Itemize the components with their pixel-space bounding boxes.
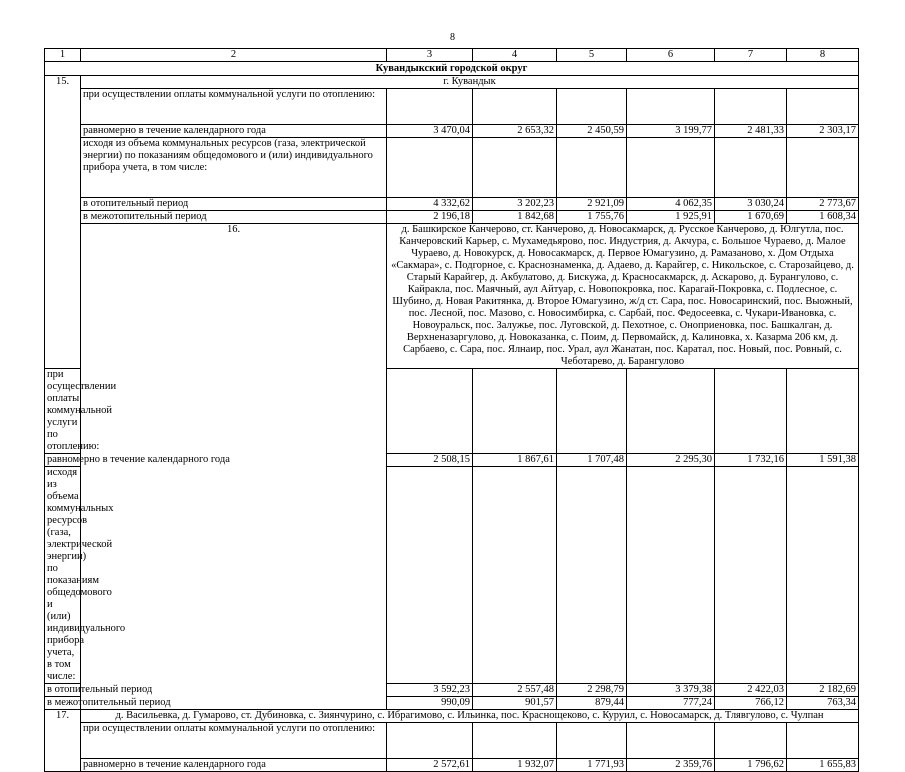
header-cell: 2 <box>81 49 387 62</box>
row-label: равномерно в течение календарного года <box>81 125 387 138</box>
value-cell: 766,12 <box>715 697 787 710</box>
row-label: равномерно в течение календарного года <box>45 454 81 467</box>
value-cell: 901,57 <box>473 697 557 710</box>
value-cell: 1 796,62 <box>715 759 787 772</box>
value-cell: 3 470,04 <box>387 125 473 138</box>
value-cell: 1 932,07 <box>473 759 557 772</box>
value-cell: 1 925,91 <box>627 211 715 224</box>
places-list: г. Кувандык <box>81 76 859 89</box>
header-cell: 5 <box>557 49 627 62</box>
table-row <box>45 759 859 772</box>
value-cell: 2 298,79 <box>557 684 627 697</box>
table-row <box>45 710 859 723</box>
header-row <box>45 49 859 62</box>
value-cell: 2 508,15 <box>387 454 473 467</box>
value-cell: 1 842,68 <box>473 211 557 224</box>
table-row <box>45 138 859 198</box>
value-cell: 3 030,24 <box>715 198 787 211</box>
value-cell: 3 199,77 <box>627 125 715 138</box>
row-label: при осуществлении оплаты коммунальной услуги по отоплению: <box>45 369 81 454</box>
header-cell: 8 <box>787 49 859 62</box>
value-cell: 2 572,61 <box>387 759 473 772</box>
value-cell: 3 379,38 <box>627 684 715 697</box>
table-row <box>45 198 859 211</box>
value-cell: 2 303,17 <box>787 125 859 138</box>
value-cell: 2 359,76 <box>627 759 715 772</box>
value-cell: 763,34 <box>787 697 859 710</box>
table-row <box>45 454 859 467</box>
row-number: 16. <box>81 224 387 710</box>
row-label: в межотопительный период <box>81 211 387 224</box>
header-cell: 3 <box>387 49 473 62</box>
value-cell: 2 557,48 <box>473 684 557 697</box>
value-cell: 3 202,23 <box>473 198 557 211</box>
header-cell: 6 <box>627 49 715 62</box>
table-row <box>45 697 859 710</box>
value-cell: 1 755,76 <box>557 211 627 224</box>
section-row <box>45 62 859 76</box>
value-cell: 1 732,16 <box>715 454 787 467</box>
value-cell: 2 481,33 <box>715 125 787 138</box>
row-number: 17. <box>45 710 81 772</box>
value-cell: 990,09 <box>387 697 473 710</box>
row-label: равномерно в течение календарного года <box>81 759 387 772</box>
value-cell: 777,24 <box>627 697 715 710</box>
value-cell: 2 295,30 <box>627 454 715 467</box>
value-cell: 4 062,35 <box>627 198 715 211</box>
value-cell: 1 771,93 <box>557 759 627 772</box>
value-cell: 1 655,83 <box>787 759 859 772</box>
header-cell: 7 <box>715 49 787 62</box>
value-cell: 4 332,62 <box>387 198 473 211</box>
row-label: в отопительный период <box>45 684 81 697</box>
row-label: в отопительный период <box>81 198 387 211</box>
table-row <box>45 211 859 224</box>
value-cell: 879,44 <box>557 697 627 710</box>
places-list: д. Башкирское Канчерово, ст. Канчерово, д. Новосакмарск, д. Русское Канчерово, д. Юлгутла, пос. Канчеровский Карьер, с. Мухамедьярово, пос. Индустрия, д. Акчура, с. Большое Чураево, д. Малое Чураево, д. Новокурск, д. Новосакмарск, д. Первое Юмагузино, д. Рамазаново, х. Дом Отдыха «Сакмара», с. Подгорное, с. Краснознаменка, д. Адаево, д. Карайгер, с. Никольское, с. Старозайцево, д. Старый Карайгер, д. Акбулатово, д. Бискужа, д. Красносакмарск, д. Аскарово, д. Бурангулово, с. Кайракла, пос. Маячный, аул Айтуар, с. Новопокровка, пос. Карагай-Покровка, с. Подлесное, с. Шубино, д. Новая Ракитянка, д. Второе Юмагузино, ж/д ст. Сара, пос. Новосаринский, пос. Выожный, пос. Лесной, пос. Мазово, с. Новосимбирка, с. Сарбай, пос. Федосеевка, с. Чукари-Ивановка, с. Новоуральск, пос. Залужье, пос. Луговской, д. Пехотное, с. Оноприеновка, пос. Башкалган, д. Верхненазаргулово, д. Новоказанка, с. Поим, д. Первомайск, д. Калиновка, х. Казарма 206 км, д. Сарбаево, с. Сара, пос. Ялнаир, пос. Урал, аул Жанатан, пос. Каратал, пос. Новый, пос. Ровный, с. Чеботарево, д. Барангулово <box>387 224 859 369</box>
value-cell: 1 608,34 <box>787 211 859 224</box>
value-cell: 2 182,69 <box>787 684 859 697</box>
row-label: при осуществлении оплаты коммунальной услуги по отоплению: <box>81 723 387 759</box>
row-label: исходя из объема коммунальных ресурсов (газа, электрической энергии) по показаниям общедомового и (или) индивидуального прибора учета, в том числе: <box>45 467 81 684</box>
row-label: исходя из объема коммунальных ресурсов (газа, электрической энергии) по показаниям общедомового и (или) индивидуального прибора учета, в том числе: <box>81 138 387 198</box>
tariff-table <box>44 48 859 772</box>
value-cell: 2 196,18 <box>387 211 473 224</box>
page-number: 8 <box>450 32 455 43</box>
value-cell: 1 670,69 <box>715 211 787 224</box>
value-cell: 2 921,09 <box>557 198 627 211</box>
value-cell: 2 773,67 <box>787 198 859 211</box>
value-cell: 1 591,38 <box>787 454 859 467</box>
value-cell: 1 867,61 <box>473 454 557 467</box>
places-list: д. Васильевка, д. Гумарово, ст. Дубиновка, с. Зиянчурино, с. Ибрагимово, с. Ильинка, пос. Краснощеково, с. Куруил, с. Новосамарск, д. Тлявгулово, с. Чулпан <box>81 710 859 723</box>
row-label: в межотопительный период <box>45 697 81 710</box>
table-row <box>45 76 859 89</box>
header-cell: 1 <box>45 49 81 62</box>
table-row <box>45 723 859 759</box>
value-cell: 2 450,59 <box>557 125 627 138</box>
table-row <box>45 89 859 125</box>
row-number: 15. <box>45 76 81 369</box>
value-cell: 2 653,32 <box>473 125 557 138</box>
value-cell: 2 422,03 <box>715 684 787 697</box>
value-cell: 3 592,23 <box>387 684 473 697</box>
header-cell: 4 <box>473 49 557 62</box>
table-row <box>45 125 859 138</box>
section-title: Кувандыкский городской округ <box>45 62 859 76</box>
table-row <box>45 224 859 369</box>
row-label: при осуществлении оплаты коммунальной услуги по отоплению: <box>81 89 387 125</box>
value-cell: 1 707,48 <box>557 454 627 467</box>
